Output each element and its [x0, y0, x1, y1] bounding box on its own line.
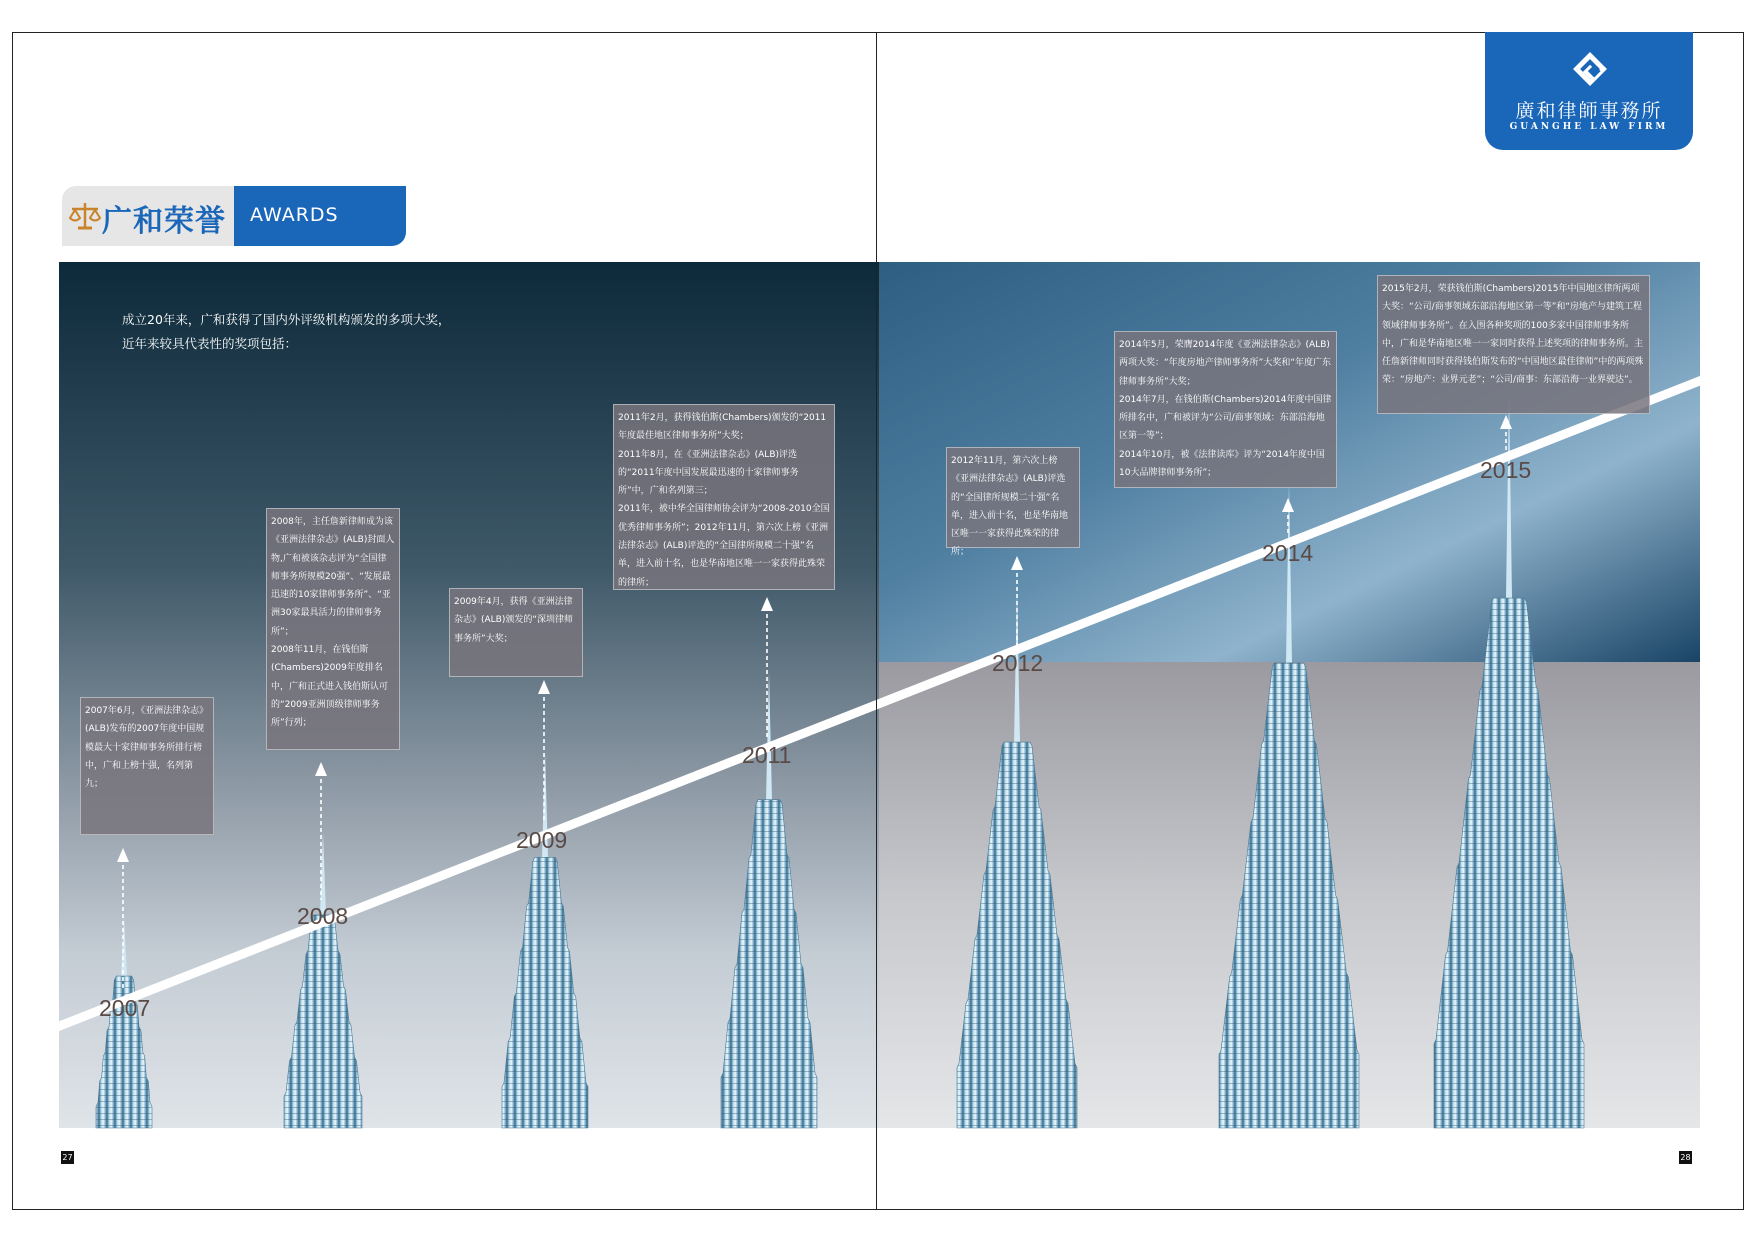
award-box-2015 — [1377, 275, 1650, 414]
award-box-2014 — [1114, 331, 1337, 488]
arrowhead-2008 — [315, 762, 327, 776]
page-number-right: 28 — [1680, 1153, 1691, 1162]
award-box-2009 — [449, 588, 583, 677]
arrowhead-2009 — [538, 680, 550, 694]
year-label-2008: 2008 — [297, 903, 349, 929]
intro-line-1: 成立20年来，广和获得了国内外评级机构颁发的多项大奖， — [122, 312, 451, 327]
award-text: 2008年11月，在钱伯斯(Chambers)2009年度排名中，广和正式进入钱伯斯认可的“2009亚洲顶级律师事务所”行列； — [271, 645, 389, 729]
award-text: 2009年4月，获得《亚洲法律杂志》(ALB)颁发的“深圳律师事务所”大奖； — [454, 597, 574, 644]
award-box-2007 — [80, 697, 214, 835]
section-title-cn: 广和荣誉 — [102, 204, 226, 239]
year-label-2007: 2007 — [99, 995, 151, 1021]
firm-name-cn: 廣和律師事務所 — [1515, 100, 1663, 122]
award-text: 2011年，被中华全国律师协会评为“2008-2010全国优秀律师事务所”；2012年11月，第六次上榜《亚洲法律杂志》(ALB)评选的“全国律所规模二十强”名单，进入前十名，也是华南地区唯一一家获得此殊荣的律所； — [618, 504, 830, 588]
award-text: 2012年11月，第六次上榜《亚洲法律杂志》(ALB)评选的“全国律所规模二十强”名单，进入前十名，也是华南地区唯一一家获得此殊荣的律所； — [951, 456, 1069, 558]
arrowhead-2011 — [761, 597, 773, 611]
firm-name-en: GUANGHE LAW FIRM — [1509, 122, 1669, 132]
award-text: 2007年6月，《亚洲法律杂志》(ALB)发布的2007年度中国规模最大十家律师事务所排行榜中，广和上榜十强，名列第九； — [85, 706, 209, 790]
award-box-2012 — [946, 447, 1080, 558]
year-label-2015: 2015 — [1480, 457, 1532, 483]
year-label-2014: 2014 — [1262, 540, 1314, 566]
arrowhead-2015 — [1500, 415, 1512, 429]
arrowhead-2014 — [1282, 498, 1294, 512]
arrowhead-2007 — [117, 848, 129, 862]
award-text: 2008年，主任詹新律师成为该《亚洲法律杂志》(ALB)封面人物,广和被该杂志评为“全国律师事务所规模20强”、“发展最迅速的10家律师事务所”、“亚洲30家最具活力的律师事务所”； — [271, 517, 395, 637]
award-text: 2014年10月，被《法律读库》评为“2014年度中国10大品牌律师事务所”； — [1119, 449, 1325, 479]
intro-line-2: 近年来较具代表性的奖项包括： — [122, 336, 298, 351]
year-label-2009: 2009 — [516, 827, 568, 853]
year-label-2011: 2011 — [742, 742, 792, 768]
award-text: 2014年5月，荣膺2014年度《亚洲法律杂志》(ALB)两项大奖：“年度房地产律师事务所”大奖和“年度广东律师事务所”大奖； — [1119, 340, 1331, 387]
award-text: 2011年2月，获得钱伯斯(Chambers)颁发的“2011年度最佳地区律师事务所”大奖； — [618, 413, 827, 442]
year-label-2012: 2012 — [992, 650, 1044, 676]
award-box-2011 — [613, 404, 835, 590]
award-text: 2015年2月，荣获钱伯斯(Chambers)2015年中国地区律所两项大奖：“公司/商事领域东部沿海地区第一等”和“房地产与建筑工程领域律师事务所”。在入围各种奖项的100多家中国律师事务所中，广和是华南地区唯一一家同时获得上述奖项的律师事务所。主任詹新律师同时获得钱伯斯发布的“中国地区最佳律师”中的两项殊荣：“房地产：业界元老”；“公司/商事：东部沿海一业界驶达”。 — [1382, 284, 1644, 386]
award-box-2008 — [266, 508, 400, 750]
award-text: 2011年8月，在《亚洲法律杂志》(ALB)评选的“2011年度中国发展最迅速的十家律师事务所”中，广和名列第三； — [618, 449, 799, 497]
award-text: 2014年7月，在钱伯斯(Chambers)2014年度中国律所排名中，广和被评为“公司/商事领域：东部沿海地区第一等”； — [1119, 394, 1332, 442]
section-title-en: AWARDS — [250, 204, 339, 226]
page-number-left: 27 — [62, 1153, 73, 1162]
